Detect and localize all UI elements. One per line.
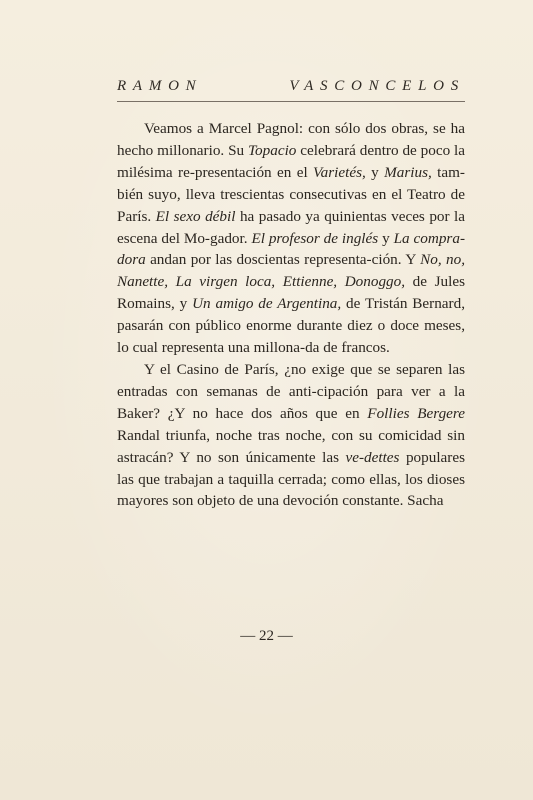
text-run: populares las que trabajan a taquilla cerrada; como ellas, los dioses mayores son objeto de una devoción constante. Sacha [117,448,465,510]
italic-title: No, no, Nanette, La virgen loca, Ettienne, Donoggo, [117,251,465,291]
italic-title: Un amigo de Argentina, [192,295,342,313]
italic-title: La compra-dora [117,229,465,269]
body-text [117,118,465,512]
text-run: y [365,163,385,181]
italic-title: Follies Bergere [367,404,466,422]
text-run: de Jules Romains, y [117,273,465,313]
header-author-first: RAMON [117,78,203,94]
italic-title: Marius, [384,163,432,181]
italic-title: El sexo débil [155,207,236,225]
italic-title: Varietés, [313,163,366,181]
italic-title: Topacio [248,141,297,159]
text-run: ha pasado ya quinientas veces por la escena del Mo-gador. [117,207,466,247]
paragraph [117,118,465,359]
text-run: Y el Casino de París, ¿no exige que se separen las entradas con semanas de anti-cipación para ver a la Baker? ¿Y no hace dos años que en [117,360,465,422]
text-run: andan por las doscientas representa-ción. Y [145,251,421,269]
text-run: de Tristán Bernard, pasarán con público enorme durante diez o doce meses, lo cual representa una millona-da de francos. [117,295,465,357]
header-rule [117,101,465,102]
text-run: y [378,229,394,247]
paragraph [117,359,465,512]
text-run: celebrará dentro de poco la milésima re-presentación en el [117,141,466,181]
italic-title: El profesor de inglés [251,229,379,247]
text-run: tam-bién suyo, lleva trescientas consecutivas en el Teatro de París. [117,163,465,225]
text-run: Randal triunfa, noche tras noche, con su comicidad sin astracán? Y no son únicamente las [117,426,465,466]
page-number: — 22 — [240,628,293,644]
header-author-last: VASCONCELOS [289,78,465,94]
italic-title: ve-dettes [345,448,400,466]
text-run: Veamos a Marcel Pagnol: con sólo dos obras, se ha hecho millonario. Su [117,120,465,159]
running-header [117,78,465,95]
